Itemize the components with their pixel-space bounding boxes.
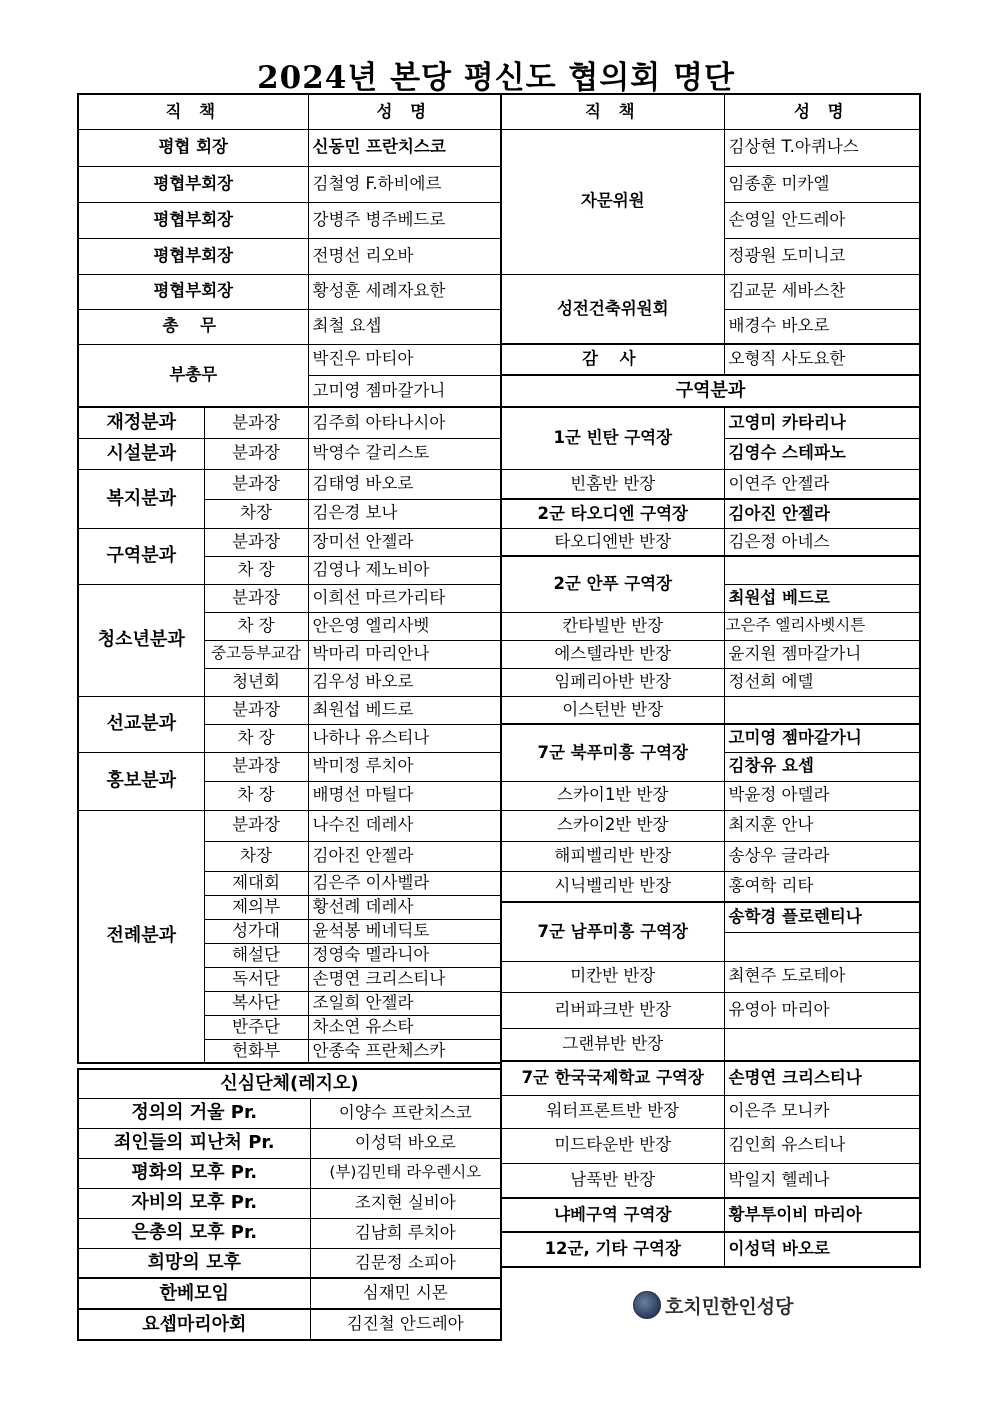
division-role: 분과장 <box>204 528 308 556</box>
table-row <box>78 1069 501 1098</box>
table-row <box>78 438 501 469</box>
division-name: 청소년분과 <box>78 584 204 696</box>
role-cell: 스카이2반 반장 <box>501 810 724 841</box>
church-logo <box>633 1290 793 1320</box>
division-role: 차 장 <box>204 612 308 640</box>
name-cell: 박진우 마티아 <box>308 344 501 375</box>
name-cell: 김아진 안젤라 <box>308 841 501 871</box>
legio-name: 요셉마리아회 <box>78 1309 310 1340</box>
division-role: 차 장 <box>204 556 308 584</box>
header-role: 직 책 <box>501 94 724 129</box>
table-row <box>78 810 501 841</box>
role-cell: 미드타운반 반장 <box>501 1128 724 1163</box>
name-cell: 최철 요셉 <box>308 309 501 344</box>
role-cell: 해피벨리반 반장 <box>501 841 724 871</box>
name-cell <box>724 932 920 961</box>
division-role: 분과장 <box>204 407 308 438</box>
role-cell: 평협부회장 <box>78 274 308 309</box>
name-cell: 최원섭 베드로 <box>308 696 501 724</box>
table-row <box>501 274 920 309</box>
role-cell: 냐베구역 구역장 <box>501 1198 724 1232</box>
table-row <box>501 1163 920 1198</box>
name-cell: 안은영 엘리사벳 <box>308 612 501 640</box>
legio-name: 자비의 모후 Pr. <box>78 1188 310 1218</box>
name-cell: 정광원 도미니코 <box>724 238 920 274</box>
name-cell: 고미영 젬마갈가니 <box>308 375 501 407</box>
table-row <box>501 556 920 584</box>
name-cell: 유영아 마리아 <box>724 992 920 1028</box>
role-cell: 임페리아반 반장 <box>501 668 724 696</box>
name-cell: 윤석봉 베네딕토 <box>308 919 501 943</box>
name-cell: 김교문 세바스찬 <box>724 274 920 309</box>
role-cell: 미칸반 반장 <box>501 961 724 992</box>
table-row <box>501 696 920 724</box>
name-cell: 최현주 도로테아 <box>724 961 920 992</box>
role-cell: 2군 안푸 구역장 <box>501 556 724 612</box>
name-cell: 고은주 엘리사벳시튼 <box>724 612 920 640</box>
legio-name: 정의의 거울 Pr. <box>78 1098 310 1128</box>
role-cell: 성전건축위원회 <box>501 274 724 344</box>
name-cell: 김창유 요셉 <box>724 752 920 781</box>
name-cell: 박미정 루치아 <box>308 752 501 781</box>
table-row <box>501 1028 920 1061</box>
table-row <box>78 1309 501 1340</box>
division-role: 해설단 <box>204 943 308 967</box>
legio-leader: (부)김민태 라우렌시오 <box>310 1158 501 1188</box>
name-cell: 고영미 카타리나 <box>724 407 920 438</box>
name-cell: 신동민 프란치스코 <box>308 129 501 166</box>
table-row <box>501 129 920 166</box>
name-cell: 황선례 데레사 <box>308 895 501 919</box>
council-table-right <box>500 93 921 1268</box>
header-name: 성 명 <box>724 94 920 129</box>
name-cell: 안종숙 프란체스카 <box>308 1039 501 1063</box>
division-role: 성가대 <box>204 919 308 943</box>
table-row <box>501 992 920 1028</box>
name-cell: 오형직 사도요한 <box>724 344 920 375</box>
name-cell: 김철영 F.하비에르 <box>308 166 501 202</box>
name-cell: 임종훈 미카엘 <box>724 166 920 202</box>
division-role: 헌화부 <box>204 1039 308 1063</box>
name-cell: 정선희 에델 <box>724 668 920 696</box>
table-row <box>78 1278 501 1309</box>
table-row <box>501 469 920 499</box>
name-cell: 김은정 아네스 <box>724 528 920 556</box>
name-cell: 윤지원 젬마갈가니 <box>724 640 920 668</box>
division-role: 차 장 <box>204 781 308 810</box>
name-cell: 송상우 글라라 <box>724 841 920 871</box>
table-row <box>501 961 920 992</box>
name-cell: 손명연 크리스티나 <box>724 1061 920 1095</box>
role-cell: 2군 타오디엔 구역장 <box>501 499 724 528</box>
role-cell: 남푹반 반장 <box>501 1163 724 1198</box>
name-cell: 조일희 안젤라 <box>308 991 501 1015</box>
table-row <box>78 274 501 309</box>
table-row <box>501 640 920 668</box>
name-cell: 이성덕 바오로 <box>724 1232 920 1267</box>
name-cell: 강병주 병주베드로 <box>308 202 501 238</box>
table-row <box>501 781 920 810</box>
legio-table <box>77 1068 502 1341</box>
name-cell: 김태영 바오로 <box>308 469 501 499</box>
division-role: 차장 <box>204 499 308 528</box>
role-cell: 빈홈반 반장 <box>501 469 724 499</box>
role-cell: 부총무 <box>78 344 308 407</box>
role-cell: 평협 회장 <box>78 129 308 166</box>
name-cell: 배명선 마틸다 <box>308 781 501 810</box>
role-cell: 그랜뷰반 반장 <box>501 1028 724 1061</box>
division-role: 분과장 <box>204 696 308 724</box>
name-cell: 황부투이비 마리아 <box>724 1198 920 1232</box>
table-row <box>78 696 501 724</box>
division-role: 독서단 <box>204 967 308 991</box>
table-row <box>78 469 501 499</box>
name-cell: 최지훈 안나 <box>724 810 920 841</box>
header-role: 직 책 <box>78 94 308 129</box>
role-cell: 1군 빈탄 구역장 <box>501 407 724 469</box>
table-row <box>78 1248 501 1278</box>
name-cell: 최원섭 베드로 <box>724 584 920 612</box>
name-cell <box>724 696 920 724</box>
table-row <box>501 612 920 640</box>
legio-name: 한베모임 <box>78 1278 310 1309</box>
name-cell: 나수진 데레사 <box>308 810 501 841</box>
council-table-left <box>77 93 502 1064</box>
legio-name: 희망의 모후 <box>78 1248 310 1278</box>
division-name: 구역분과 <box>78 528 204 584</box>
role-cell: 에스텔라반 반장 <box>501 640 724 668</box>
name-cell <box>724 1028 920 1061</box>
role-cell: 총 무 <box>78 309 308 344</box>
division-role: 분과장 <box>204 810 308 841</box>
name-cell <box>724 556 920 584</box>
division-role: 복사단 <box>204 991 308 1015</box>
table-row <box>501 1095 920 1128</box>
table-row <box>501 724 920 752</box>
role-cell: 7군 남푸미흥 구역장 <box>501 902 724 961</box>
division-name: 재정분과 <box>78 407 204 438</box>
name-cell: 장미선 안젤라 <box>308 528 501 556</box>
table-header <box>78 94 501 129</box>
name-cell: 김아진 안젤라 <box>724 499 920 528</box>
table-row <box>501 1061 920 1095</box>
division-role: 분과장 <box>204 438 308 469</box>
table-row <box>78 129 501 166</box>
table-row <box>78 1188 501 1218</box>
table-row <box>501 1232 920 1267</box>
division-name: 시설분과 <box>78 438 204 469</box>
header-name: 성 명 <box>308 94 501 129</box>
role-cell: 시닉벨리반 반장 <box>501 871 724 902</box>
legio-name: 죄인들의 피난처 Pr. <box>78 1128 310 1158</box>
division-role: 청년회 <box>204 668 308 696</box>
role-cell: 감 사 <box>501 344 724 375</box>
legio-name: 은총의 모후 Pr. <box>78 1218 310 1248</box>
name-cell: 박영수 갈리스토 <box>308 438 501 469</box>
name-cell: 황성훈 세례자요한 <box>308 274 501 309</box>
division-role: 제대회 <box>204 871 308 895</box>
table-row <box>501 528 920 556</box>
division-name: 홍보분과 <box>78 752 204 810</box>
name-cell: 김우성 바오로 <box>308 668 501 696</box>
legio-leader: 김진철 안드레아 <box>310 1309 501 1340</box>
role-cell: 7군 북푸미흥 구역장 <box>501 724 724 781</box>
page-title: 2024년 본당 평신도 협의회 명단 <box>257 60 735 96</box>
table-row <box>78 1098 501 1128</box>
name-cell: 손영일 안드레아 <box>724 202 920 238</box>
table-row <box>78 1128 501 1158</box>
role-cell: 평협부회장 <box>78 166 308 202</box>
name-cell: 차소연 유스타 <box>308 1015 501 1039</box>
table-row <box>501 841 920 871</box>
table-row <box>78 752 501 781</box>
table-row <box>501 871 920 902</box>
table-row <box>78 202 501 238</box>
role-cell: 칸타빌반 반장 <box>501 612 724 640</box>
table-row <box>501 1198 920 1232</box>
role-cell: 타오디엔반 반장 <box>501 528 724 556</box>
division-role: 분과장 <box>204 584 308 612</box>
legio-leader: 김문정 소피아 <box>310 1248 501 1278</box>
table-row <box>501 407 920 438</box>
division-role: 분과장 <box>204 469 308 499</box>
table-row <box>78 238 501 274</box>
table-row <box>501 1128 920 1163</box>
name-cell: 나하나 유스티나 <box>308 724 501 752</box>
table-row <box>78 528 501 556</box>
legio-leader: 조지현 실비아 <box>310 1188 501 1218</box>
name-cell: 손명연 크리스티나 <box>308 967 501 991</box>
name-cell: 전명선 리오바 <box>308 238 501 274</box>
name-cell: 김인희 유스티나 <box>724 1128 920 1163</box>
table-row <box>78 166 501 202</box>
table-row <box>78 1218 501 1248</box>
division-role: 제의부 <box>204 895 308 919</box>
role-cell: 자문위원 <box>501 129 724 274</box>
name-cell: 정영숙 멜라니아 <box>308 943 501 967</box>
division-role: 중고등부교감 <box>204 640 308 668</box>
legio-leader: 김남희 루치아 <box>310 1218 501 1248</box>
role-cell: 7군 한국국제학교 구역장 <box>501 1061 724 1095</box>
role-cell: 12군, 기타 구역장 <box>501 1232 724 1267</box>
name-cell: 송학경 플로렌티나 <box>724 902 920 932</box>
table-row <box>501 902 920 932</box>
district-header: 구역분과 <box>501 375 920 407</box>
legio-leader: 이양수 프란치스코 <box>310 1098 501 1128</box>
table-row <box>78 344 501 375</box>
name-cell: 박마리 마리안나 <box>308 640 501 668</box>
table-row <box>501 810 920 841</box>
table-row <box>501 668 920 696</box>
legio-header: 신심단체(레지오) <box>78 1069 501 1098</box>
name-cell: 이연주 안젤라 <box>724 469 920 499</box>
name-cell: 배경수 바오로 <box>724 309 920 344</box>
role-cell: 워터프론트반 반장 <box>501 1095 724 1128</box>
table-row <box>78 407 501 438</box>
division-role: 차장 <box>204 841 308 871</box>
legio-leader: 이성덕 바오로 <box>310 1128 501 1158</box>
name-cell: 김영수 스테파노 <box>724 438 920 469</box>
name-cell: 김상현 T.아퀴나스 <box>724 129 920 166</box>
name-cell: 이희선 마르가리타 <box>308 584 501 612</box>
division-role: 차 장 <box>204 724 308 752</box>
table-row <box>501 499 920 528</box>
division-name: 선교분과 <box>78 696 204 752</box>
role-cell: 평협부회장 <box>78 238 308 274</box>
division-role: 분과장 <box>204 752 308 781</box>
logo-text: 호치민한인성당 <box>665 1295 794 1318</box>
name-cell: 박일지 헬레나 <box>724 1163 920 1198</box>
table-row <box>78 584 501 612</box>
name-cell: 김영나 제노비아 <box>308 556 501 584</box>
name-cell: 고미영 젬마갈가니 <box>724 724 920 752</box>
table-row <box>501 375 920 407</box>
name-cell: 김은주 이사벨라 <box>308 871 501 895</box>
name-cell: 김은경 보나 <box>308 499 501 528</box>
role-cell: 이스턴반 반장 <box>501 696 724 724</box>
church-emblem-icon <box>633 1291 661 1319</box>
role-cell: 스카이1반 반장 <box>501 781 724 810</box>
table-header <box>501 94 920 129</box>
division-name: 복지분과 <box>78 469 204 528</box>
role-cell: 평협부회장 <box>78 202 308 238</box>
legio-leader: 심재민 시몬 <box>310 1278 501 1309</box>
role-cell: 리버파크반 반장 <box>501 992 724 1028</box>
division-name: 전례분과 <box>78 810 204 1063</box>
name-cell: 김주희 아타나시아 <box>308 407 501 438</box>
table-row <box>78 1158 501 1188</box>
table-row <box>501 344 920 375</box>
legio-name: 평화의 모후 Pr. <box>78 1158 310 1188</box>
division-role: 반주단 <box>204 1015 308 1039</box>
name-cell: 이은주 모니카 <box>724 1095 920 1128</box>
name-cell: 박윤정 아델라 <box>724 781 920 810</box>
table-row <box>78 309 501 344</box>
name-cell: 홍여학 리타 <box>724 871 920 902</box>
